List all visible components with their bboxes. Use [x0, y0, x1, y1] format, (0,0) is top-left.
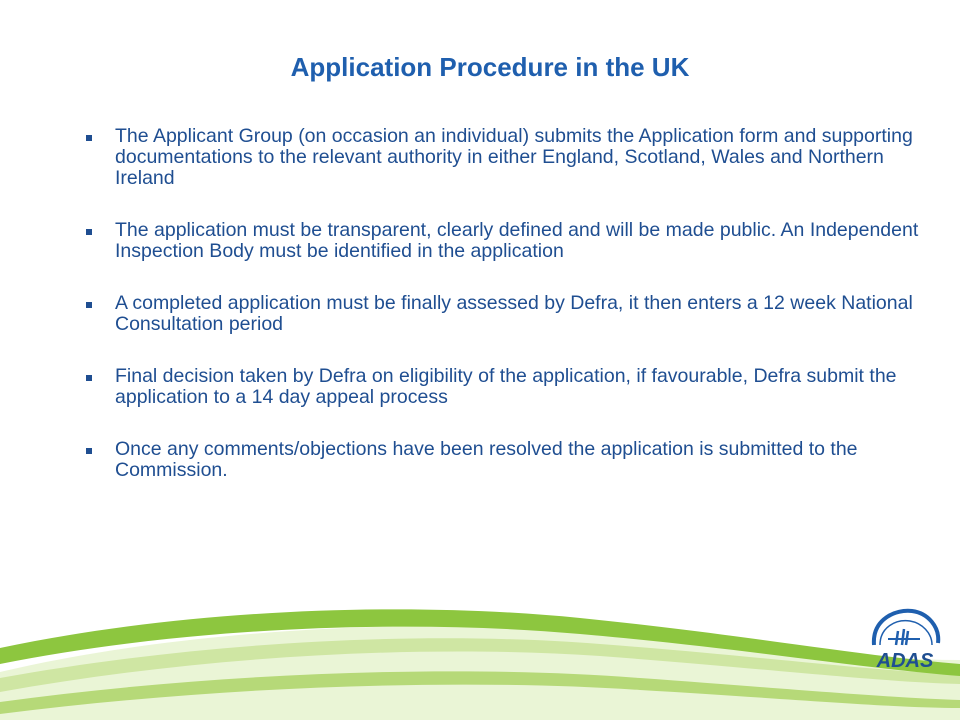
- square-bullet-icon: [86, 135, 92, 141]
- bullet-list: [84, 126, 920, 512]
- logo-text: ADAS: [876, 650, 934, 671]
- bullet-item: [84, 220, 920, 262]
- square-bullet-icon: [86, 302, 92, 308]
- slide-title: Application Procedure in the UK: [290, 52, 690, 82]
- square-bullet-icon: [86, 375, 92, 381]
- square-bullet-icon: [86, 448, 92, 454]
- bullet-text: The application must be transparent, clearly defined and will be made public. An Independent Inspection Body must be identified in the application: [115, 219, 919, 262]
- bullet-item: [84, 126, 920, 189]
- bullet-item: [84, 293, 920, 335]
- bullet-text: Once any comments/objections have been resolved the application is submitted to the Commission.: [115, 438, 858, 481]
- adas-logo: [866, 605, 944, 671]
- bullet-item: [84, 366, 920, 408]
- bullet-text: Final decision taken by Defra on eligibility of the application, if favourable, Defra submit the application to a 14 day appeal process: [115, 365, 897, 408]
- bullet-text: The Applicant Group (on occasion an individual) submits the Application form and supporting documentations to the relevant authority in either England, Scotland, Wales and Northern Ireland: [115, 125, 913, 189]
- green-swoosh-decoration: [0, 560, 960, 720]
- bullet-item: [84, 439, 920, 481]
- square-bullet-icon: [86, 229, 92, 235]
- bullet-text: A completed application must be finally assessed by Defra, it then enters a 12 week National Consultation period: [115, 292, 913, 335]
